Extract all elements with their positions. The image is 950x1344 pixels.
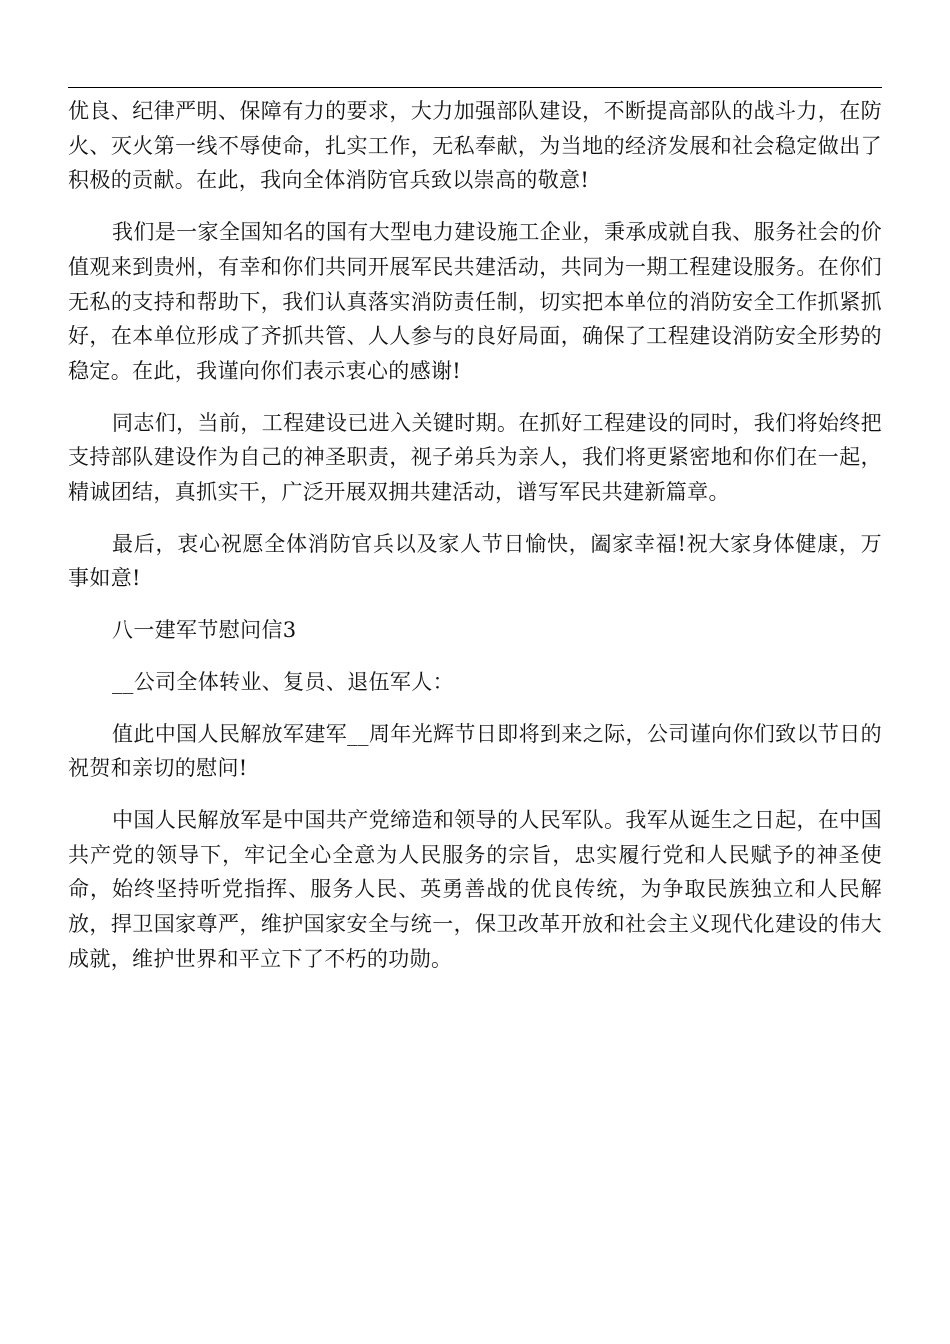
section-heading: 八一建军节慰问信3	[112, 618, 297, 643]
paragraph-2: 我们是一家全国知名的国有大型电力建设施工企业，秉承成就自我、服务社会的价值观来到贵州，有幸和你们共同开展军民共建活动，共同为一期工程建设服务。在你们无私的支持和帮助下，我们认真落实消防责任制，切实把本单位的消防安全工作抓紧抓好，在本单位形成了齐抓共管、人人参与的良好局面，确保了工程建设消防安全形势的稳定。在此，我谨向你们表示衷心的感谢!	[68, 220, 882, 383]
paragraph-7: 值此中国人民解放军建军__周年光辉节日即将到来之际，公司谨向你们致以节日的祝贺和亲切的慰问!	[68, 721, 882, 781]
header-rule	[68, 87, 882, 88]
paragraph-8: 中国人民解放军是中国共产党缔造和领导的人民军队。我军从诞生之日起，在中国共产党的领导下，牢记全心全意为人民服务的宗旨，忠实履行党和人民赋予的神圣使命，始终坚持听党指挥、服务人民、英勇善战的优良传统，为争取民族独立和人民解放，捍卫国家尊严，维护国家安全与统一，保卫改革开放和社会主义现代化建设的伟大成就，维护世界和平立下了不朽的功勋。	[68, 807, 882, 971]
paragraph-1: 优良、纪律严明、保障有力的要求，大力加强部队建设，不断提高部队的战斗力，在防火、灭火第一线不辱使命，扎实工作，无私奉献，为当地的经济发展和社会稳定做出了积极的贡献。在此，我向全体消防官兵致以崇高的敬意!	[68, 99, 882, 193]
document-body	[68, 94, 882, 976]
paragraph-3: 同志们，当前，工程建设已进入关键时期。在抓好工程建设的同时，我们将始终把支持部队建设作为自己的神圣职责，视子弟兵为亲人，我们将更紧密地和你们在一起，精诚团结，真抓实干，广泛开展双拥共建活动，谱写军民共建新篇章。	[68, 410, 882, 505]
salutation: __公司全体转业、复员、退伍军人：	[112, 669, 454, 694]
paragraph-4: 最后，衷心祝愿全体消防官兵以及家人节日愉快，阖家幸福!祝大家身体健康，万事如意!	[68, 531, 882, 591]
